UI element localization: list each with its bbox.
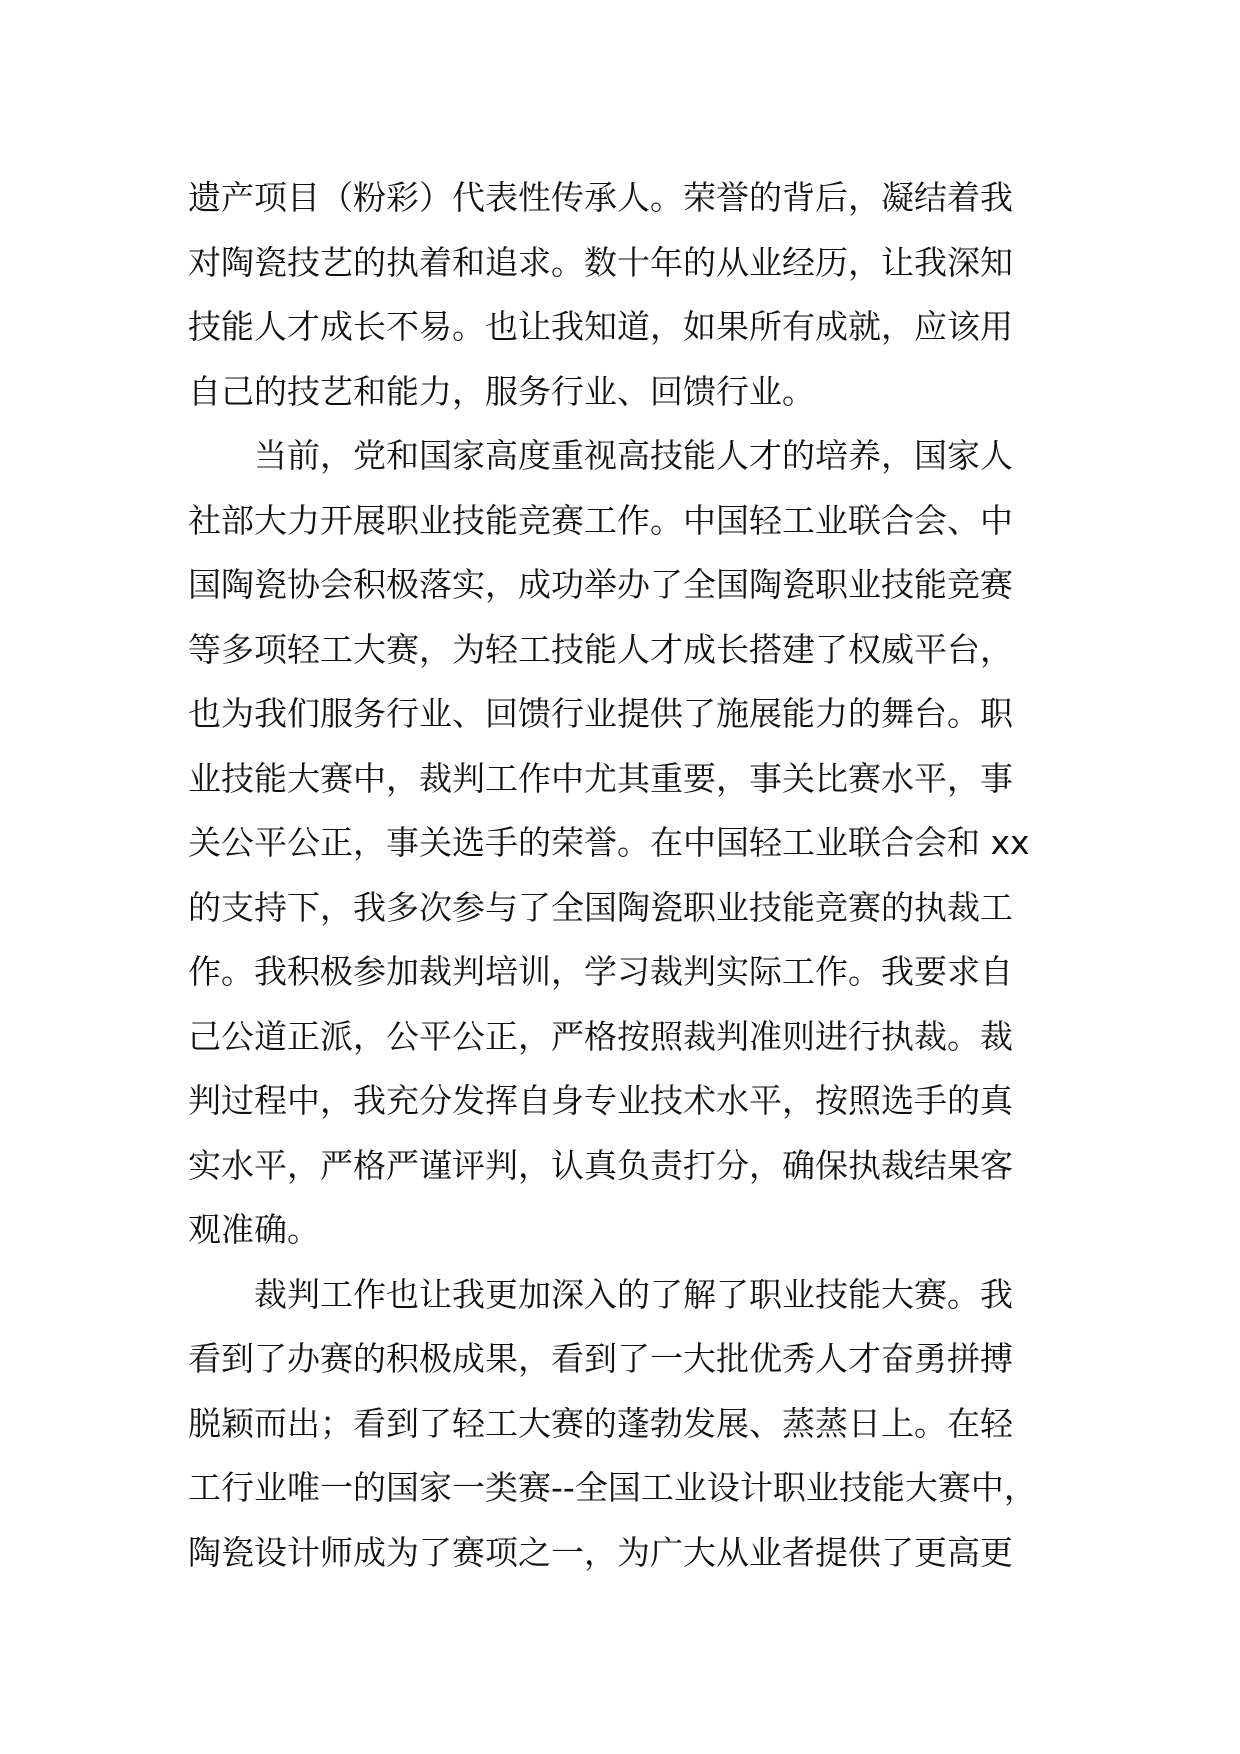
- text-line: 等多项轻工大赛，为轻工技能人才成长搭建了权威平台，: [188, 629, 1013, 669]
- text-line: 看到了办赛的积极成果，看到了一大批优秀人才奋勇拼搏: [188, 1339, 1013, 1378]
- text-line: 裁判工作也让我更加深入的了解了职业技能大赛。我: [188, 1274, 1013, 1314]
- text-line: 己公道正派，公平公正，严格按照裁判准则进行执裁。裁: [188, 1016, 1013, 1056]
- body-text: [188, 166, 1058, 1585]
- text-line: 也为我们服务行业、回馈行业提供了施展能力的舞台。职: [188, 694, 1013, 733]
- text-line: 的支持下，我多次参与了全国陶瓷职业技能竞赛的执裁工: [188, 887, 1013, 927]
- text-line: 工行业唯一的国家一类赛--全国工业设计职业技能大赛中，: [188, 1468, 1037, 1507]
- text-line: 社部大力开展职业技能竞赛工作。中国轻工业联合会、中: [188, 500, 1013, 540]
- text-line: 国陶瓷协会积极落实，成功举办了全国陶瓷职业技能竞赛: [188, 565, 1013, 604]
- text-line: 技能人才成长不易。也让我知道，如果所有成就，应该用: [188, 307, 1013, 346]
- text-line: 观准确。: [188, 1210, 320, 1249]
- text-line: 关公平公正，事关选手的荣誉。在中国轻工业联合会和 xx: [188, 823, 1030, 862]
- text-line: 自己的技艺和能力，服务行业、回馈行业。: [188, 371, 815, 411]
- text-line: 脱颖而出；看到了轻工大赛的蓬勃发展、蒸蒸日上。在轻: [188, 1403, 1013, 1443]
- text-line: 陶瓷设计师成为了赛项之一，为广大从业者提供了更高更: [188, 1532, 1013, 1572]
- text-line: 对陶瓷技艺的执着和追求。数十年的从业经历，让我深知: [188, 242, 1013, 282]
- text-line: 作。我积极参加裁判培训，学习裁判实际工作。我要求自: [188, 952, 1013, 991]
- text-line: 实水平，严格严谨评判，认真负责打分，确保执裁结果客: [188, 1145, 1013, 1185]
- text-line: 判过程中，我充分发挥自身专业技术水平，按照选手的真: [188, 1081, 1013, 1120]
- text-line: 业技能大赛中，裁判工作中尤其重要，事关比赛水平，事: [188, 758, 1013, 798]
- text-line: 当前，党和国家高度重视高技能人才的培养，国家人: [188, 436, 1013, 475]
- text-line: 遗产项目（粉彩）代表性传承人。荣誉的背后，凝结着我: [188, 178, 1013, 217]
